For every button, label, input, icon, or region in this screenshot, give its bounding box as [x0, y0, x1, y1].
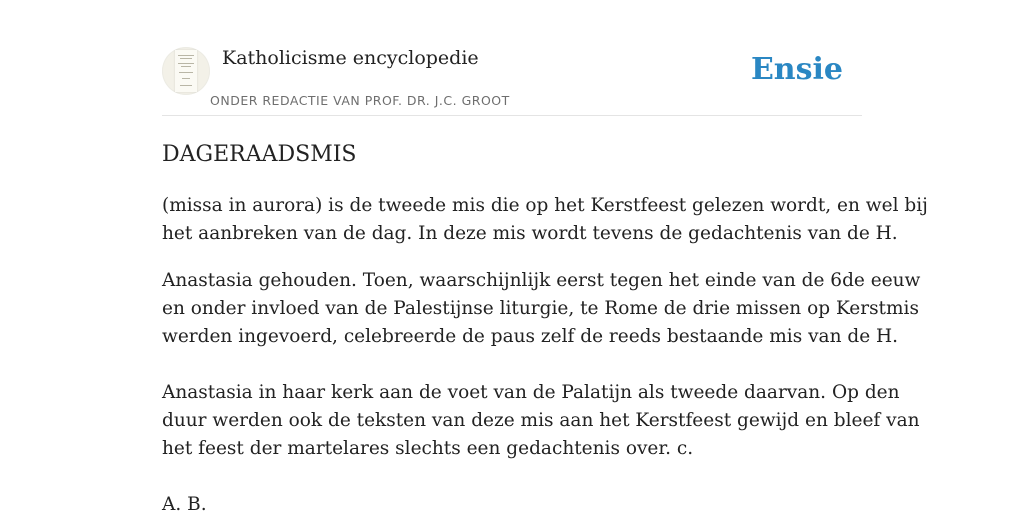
editor-subtitle: ONDER REDACTIE VAN PROF. DR. J.C. GROOT — [210, 93, 510, 108]
text-line: het aanbreken van de dag. In deze mis wordt tevens de gedachtenis van de H. — [162, 223, 898, 244]
book-cover-thumbnail — [175, 50, 197, 92]
text-line: Anastasia in haar kerk aan de voet van de Palatijn als tweede daarvan. Op den — [162, 382, 900, 403]
text-line: en onder invloed van de Palestijnse liturgie, te Rome de drie missen op Kerstmis — [162, 298, 919, 319]
text-line: werden ingevoerd, celebreerde de paus zelf de reeds bestaande mis van de H. — [162, 326, 899, 347]
article-paragraph-3 — [162, 379, 920, 463]
paragraph-spacer — [162, 351, 862, 379]
paragraph-spacer — [162, 248, 862, 267]
article-paragraph-1 — [162, 192, 928, 248]
paragraph-spacer — [162, 463, 862, 491]
page — [162, 0, 928, 512]
author-initials: A. B. — [162, 494, 207, 512]
text-line: (missa in aurora) is de tweede mis die op het Kerstfeest gelezen wordt, en wel bij — [162, 195, 928, 216]
article-body — [162, 192, 928, 512]
brand-logo-link[interactable]: Ensie — [750, 52, 843, 87]
text-line: het feest der martelares slechts een gedachtenis over. c. — [162, 438, 694, 459]
header — [162, 0, 862, 116]
site-title-link[interactable]: Katholicisme encyclopedie — [222, 47, 479, 69]
article-signature — [162, 491, 862, 512]
text-line: duur werden ook de teksten van deze mis aan het Kerstfeest gewijd en bleef van — [162, 410, 920, 431]
article-headword: DAGERAADSMIS — [162, 142, 357, 167]
book-cover-icon[interactable] — [162, 47, 210, 95]
text-line: Anastasia gehouden. Toen, waarschijnlijk eerst tegen het einde van de 6de eeuw — [162, 270, 921, 291]
article-paragraph-2 — [162, 267, 921, 351]
